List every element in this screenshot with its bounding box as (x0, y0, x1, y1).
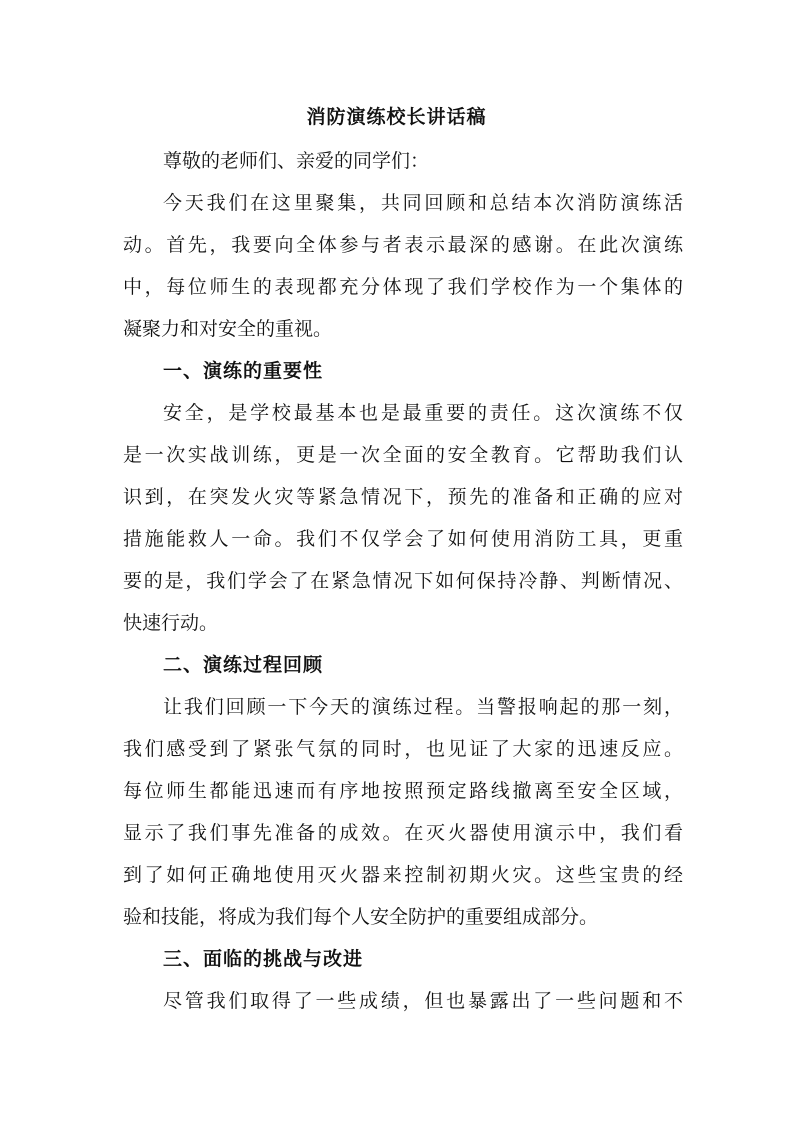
greeting: 尊敬的老师们、亲爱的同学们： (163, 150, 430, 172)
section-2-line-4: 显示了我们事先准备的成效。在灭火器使用演示中，我们看 (123, 822, 683, 844)
section-1-line-6: 快速行动。 (123, 612, 219, 634)
intro-line-3: 中，每位师生的表现都充分体现了我们学校作为一个集体的 (123, 276, 683, 298)
section-2-line-6: 验和技能，将成为我们每个人安全防护的重要组成部分。 (123, 906, 599, 928)
intro-line-2: 动。首先，我要向全体参与者表示最深的感谢。在此次演练 (123, 234, 683, 256)
section-1-line-1: 安全，是学校最基本也是最重要的责任。这次演练不仅 (163, 402, 683, 424)
section-1-line-5: 要的是，我们学会了在紧急情况下如何保持冷静、判断情况、 (123, 570, 683, 592)
section-1-line-2: 是一次实战训练，更是一次全面的安全教育。它帮助我们认 (123, 444, 683, 466)
section-1-line-4: 措施能救人一命。我们不仅学会了如何使用消防工具，更重 (123, 528, 683, 550)
section-2-line-2: 我们感受到了紧张气氛的同时，也见证了大家的迅速反应。 (123, 738, 683, 760)
page-title: 消防演练校长讲话稿 (306, 106, 487, 128)
intro-line-4: 凝聚力和对安全的重视。 (123, 318, 333, 340)
section-1-heading: 一、演练的重要性 (163, 360, 324, 382)
section-3-heading: 三、面临的挑战与改进 (163, 948, 364, 970)
section-2-heading: 二、演练过程回顾 (163, 654, 324, 676)
section-2-line-5: 到了如何正确地使用灭火器来控制初期火灾。这些宝贵的经 (123, 864, 683, 886)
section-3-line-1: 尽管我们取得了一些成绩，但也暴露出了一些问题和不 (163, 990, 683, 1012)
section-1-line-3: 识到，在突发火灾等紧急情况下，预先的准备和正确的应对 (123, 486, 683, 508)
intro-line-1: 今天我们在这里聚集，共同回顾和总结本次消防演练活 (163, 192, 683, 214)
section-2-line-3: 每位师生都能迅速而有序地按照预定路线撤离至安全区域， (123, 780, 683, 802)
section-2-line-1: 让我们回顾一下今天的演练过程。当警报响起的那一刻， (163, 696, 683, 718)
